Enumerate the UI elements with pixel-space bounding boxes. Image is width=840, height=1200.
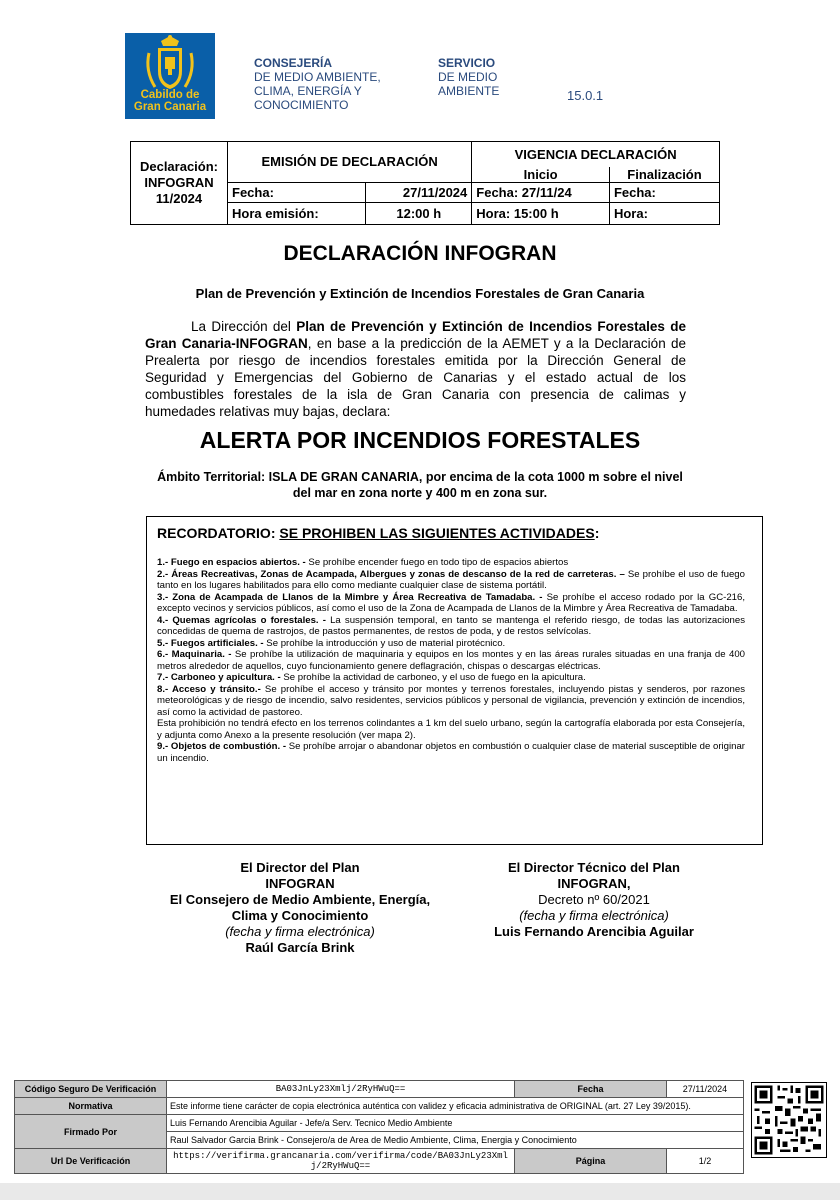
prohibition-list [157,557,745,764]
list-item: 1.- Fuego en espacios abiertos. - Se prohíbe encender fuego en todo tipo de espacios abiertos [157,557,569,568]
recordatorio-underlined: SE PROHIBEN LAS SIGUIENTES ACTIVIDADES [279,525,595,541]
hora-value: 12:00 h [366,202,472,224]
dept-line-3: CLIMA, ENERGÍA Y [254,84,362,98]
pagina-label: Página [515,1149,667,1174]
declaration-id-cell [131,142,228,225]
sig-left-line-4: Clima y Conocimiento [231,908,369,923]
inicio-hora: Hora: 15:00 h [472,202,610,224]
signature-director [140,860,460,956]
recordatorio-colon: : [594,525,600,541]
sig-left-line-5: (fecha y firma electrónica) [225,924,375,939]
ambito-line-2: del mar en zona norte y 400 m en zona sur. [292,486,548,500]
declaration-code: INFOGRAN [144,174,214,190]
inicio-header: Inicio [472,167,610,183]
qr-code-icon[interactable] [751,1082,827,1158]
page-subtitle: Plan de Prevención y Extinción de Incendios Forestales de Gran Canaria [195,286,645,301]
logo-line-2: Gran Canaria [133,101,207,113]
sig-left-line-1: El Director del Plan [240,860,360,875]
service-name [438,56,499,98]
list-item: 8.- Acceso y tránsito.- Se prohíbe el acceso y tránsito por montes y terrenos forestales, incluyendo pistas y senderos, por razones meteorológicas y de riesgo de incendio, salvo residentes, servicios públicos y personal de vigilancia, prevención y extinción de incendios, así como la actividad de pastoreo. [157,683,745,718]
fin-hora: Hora: [609,202,719,224]
declaration-paragraph [145,318,686,420]
normativa-value: Este informe tiene carácter de copia electrónica auténtica con validez y eficacia administrativa de ORIGINAL (art. 27 Ley 39/2015). [167,1098,744,1115]
alert-title: ALERTA POR INCENDIOS FORESTALES [199,427,641,453]
signature-technical-director [454,860,734,940]
list-item: 9.- Objetos de combustión. - Se prohíbe arrojar o abandonar objetos en combustión o cualquier clase de material susceptible de originar un incendio. [157,741,745,764]
firmado-line-1: Luis Fernando Arencibia Aguilar - Jefe/a Serv. Tecnico Medio Ambiente [167,1115,744,1132]
normativa-label: Normativa [15,1098,167,1115]
dept-line-4: CONOCIMIENTO [254,98,349,112]
list-item: 5.- Fuegos artificiales. - Se prohíbe la introducción y uso de material pirotécnico. [157,637,506,649]
url-label: Url De Verificación [15,1149,167,1174]
cabildo-logo [125,33,215,119]
ambito-territorial [0,469,840,501]
list-item: 2.- Áreas Recreativas, Zonas de Acampada, Albergues y zonas de descanso de la red de carreteras. – Se prohíbe el uso de fuego tanto en los lugares habilitados para ello como mediante cualquier clase de sistema portátil. [157,568,745,591]
coat-of-arms-icon [125,33,215,95]
firmado-label: Firmado Por [15,1115,167,1149]
verification-url[interactable]: https://verifirma.grancanaria.com/verifirma/code/BA03JnLy23Xmlj/2RyHWuQ== [167,1149,515,1174]
serv-line-3: AMBIENTE [438,84,500,98]
recordatorio-heading [157,525,599,541]
sig-right-line-3: Decreto nº 60/2021 [538,892,650,907]
list-item: 6.- Maquinaria. - Se prohíbe la utilización de maquinaria y equipos en los montes y en las áreas rurales situadas en una franja de 400 metros alrededor de aquellos, cuyo funcionamiento genere deflagración, chispas o descargas eléctricas. [157,649,745,672]
sig-left-line-3: El Consejero de Medio Ambiente, Energía, [169,892,431,907]
recordatorio-box [146,516,763,845]
fecha-footer-value: 27/11/2024 [667,1081,744,1098]
vigencia-header: VIGENCIA DECLARACIÓN [472,142,720,167]
para-end: , en base a la predicción de la AEMET y a la Declaración de Prealerta por riesgo de incendios forestales emitida por la Dirección General de Seguridad y Emergencias del Gobierno de Canarias y el estado actual de los combustibles forestales de la isla de Gran Canaria con presencia de calimas y humedades relativas muy bajas, declara: [145,336,686,419]
ambito-line-1: Ámbito Territorial: ISLA DE GRAN CANARIA, por encima de la cota 1000 m sobre el nivel [157,470,683,484]
serv-line-2: DE MEDIO [438,70,498,84]
page-title: DECLARACIÓN INFOGRAN [283,242,557,265]
pagina-value: 1/2 [667,1149,744,1174]
csv-value: BA03JnLy23Xmlj/2RyHWuQ== [167,1081,515,1098]
page-bottom-strip [0,1183,840,1200]
sig-right-line-1: El Director Técnico del Plan [508,860,680,875]
para-start: La Dirección del [191,319,297,334]
verification-table [14,1080,744,1174]
serv-line-1: SERVICIO [438,56,496,70]
fecha-footer-label: Fecha [515,1081,667,1098]
declaration-number: 11/2024 [155,190,203,206]
recordatorio-label: RECORDATORIO: [157,525,280,541]
sig-right-line-5: Luis Fernando Arencibia Aguilar [494,924,694,939]
list-item: 4.- Quemas agrícolas o forestales. - La suspensión temporal, en tanto se mantenga el referido riesgo, de todas las autorizaciones concedidas de quema de rastrojos, de pastos permanentes, de restos de poda, y de restos selvícolas. [157,614,746,637]
list-item: Esta prohibición no tendrá efecto en los terrenos colindantes a 1 km del suelo urbano, según la cartografía elaborada por esta Consejería, y adjunta como Anexo a la presente resolución (ver mapa 2). [157,718,745,741]
sig-left-line-2: INFOGRAN [265,876,335,891]
fecha-value: 27/11/2024 [366,182,472,202]
hora-label: Hora emisión: [228,202,366,224]
version-number: 15.0.1 [567,88,604,103]
fin-fecha: Fecha: [609,182,719,202]
logo-line-1: Cabildo de [140,89,200,101]
dept-line-1: CONSEJERÍA [254,56,333,70]
fecha-label: Fecha: [228,182,366,202]
emision-header: EMISIÓN DE DECLARACIÓN [228,142,472,183]
firmado-line-2: Raul Salvador Garcia Brink - Consejero/a de Area de Medio Ambiente, Clima, Energia y Conocimiento [167,1132,744,1149]
dept-line-2: DE MEDIO AMBIENTE, [254,70,381,84]
declaration-label: Declaración: [139,158,219,174]
para-plan-name: Plan de Prevención y Extinción de Incendios Forestales de Gran Canaria-INFOGRAN [145,319,686,351]
inicio-fecha: Fecha: 27/11/24 [472,182,610,202]
department-name [254,56,381,112]
sig-right-line-2: INFOGRAN, [557,876,631,891]
list-item: 3.- Zona de Acampada de Llanos de la Mimbre y Área Recreativa de Tamadaba. - Se prohíbe el acceso rodado por la GC-216, excepto vecinos y servicios públicos, así como el uso de la Zona de Acampada de Llanos de la Mimbre y Área Recreativa de Tamadaba. [157,591,745,614]
list-item: 7.- Carboneo y apicultura. - Se prohíbe la actividad de carboneo, y el uso de fuego en la apicultura. [157,672,586,683]
finalizacion-header: Finalización [609,167,719,183]
sig-left-line-6: Raúl García Brink [245,940,355,955]
declaration-table [130,141,720,225]
csv-label: Código Seguro De Verificación [15,1081,167,1098]
sig-right-line-4: (fecha y firma electrónica) [519,908,669,923]
